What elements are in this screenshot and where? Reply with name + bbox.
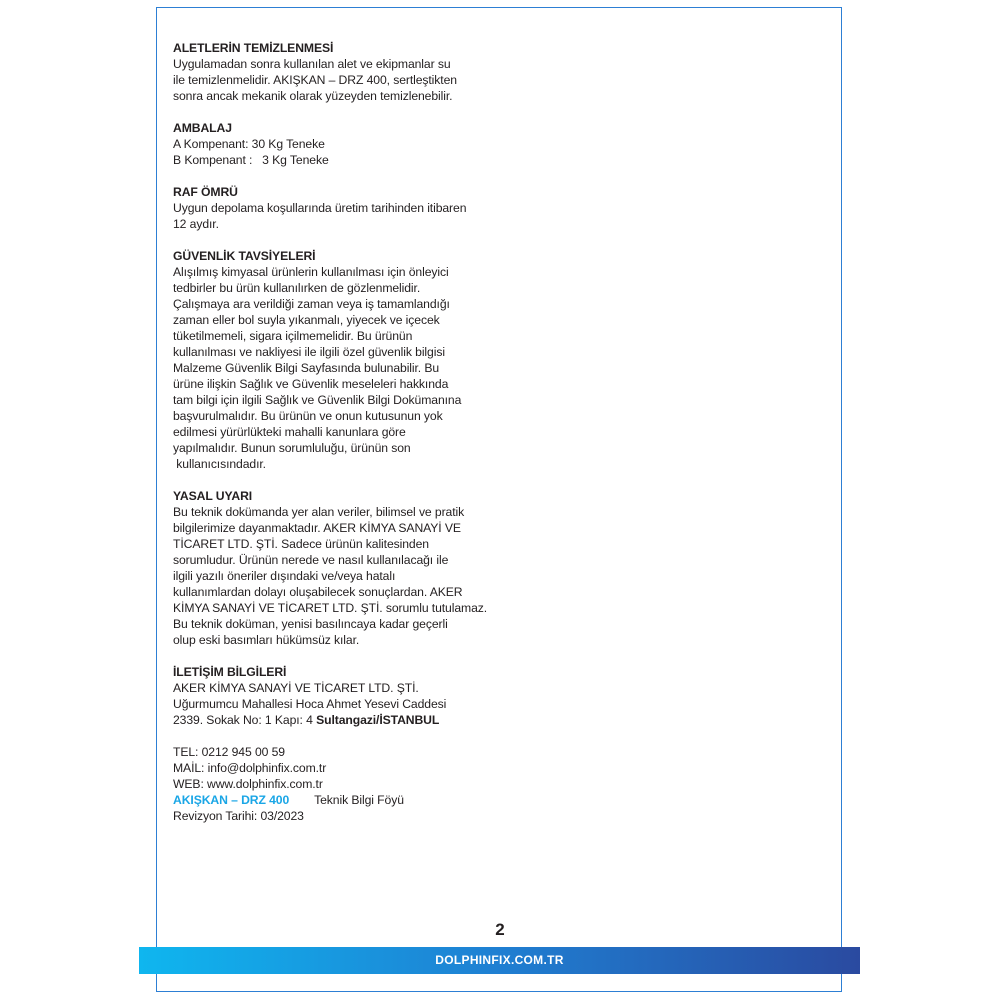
- section-contact: [173, 664, 503, 728]
- body-line: Bu teknik doküman, yenisi basılıncaya kadar geçerli: [173, 617, 448, 631]
- footer-band: [139, 947, 860, 974]
- contact-details: [173, 744, 503, 824]
- address-prefix: 2339. Sokak No: 1 Kapı: 4: [173, 713, 317, 727]
- website-address: WEB: www.dolphinfix.com.tr: [173, 777, 323, 791]
- section-heading: RAF ÖMRÜ: [173, 185, 238, 199]
- body-line: başvurulmalıdır. Bu ürünün ve onun kutusunun yok: [173, 409, 443, 423]
- body-line: ürüne ilişkin Sağlık ve Güvenlik meseleleri hakkında: [173, 377, 449, 391]
- body-line: tedbirler bu ürün kullanılırken de gözlenmelidir.: [173, 281, 421, 295]
- address-district: Sultangazi/: [316, 713, 380, 727]
- document-type: Teknik Bilgi Föyü: [314, 793, 404, 807]
- email-address: MAİL: info@dolphinfix.com.tr: [173, 761, 327, 775]
- section-tool-cleaning: [173, 40, 503, 104]
- body-line: edilmesi yürürlükteki mahalli kanunlara göre: [173, 425, 406, 439]
- section-packaging: [173, 120, 503, 168]
- document-body: [173, 40, 503, 840]
- section-legal-notice: [173, 488, 503, 648]
- section-heading: AMBALAJ: [173, 121, 232, 135]
- body-line: B Kompenant : 3 Kg Teneke: [173, 153, 329, 167]
- body-line: bilgilerimize dayanmaktadır. AKER KİMYA SANAYİ VE: [173, 521, 461, 535]
- body-line: tam bilgi için ilgili Sağlık ve Güvenlik Bilgi Dokümanına: [173, 393, 462, 407]
- body-line: Uygun depolama koşullarında üretim tarihinden itibaren: [173, 201, 467, 215]
- section-heading: YASAL UYARI: [173, 489, 253, 503]
- section-heading: GÜVENLİK TAVSİYELERİ: [173, 249, 316, 263]
- body-line: A Kompenant: 30 Kg Teneke: [173, 137, 325, 151]
- section-heading: ALETLERİN TEMİZLENMESİ: [173, 41, 334, 55]
- body-line: KİMYA SANAYİ VE TİCARET LTD. ŞTİ. sorumlu tutulamaz.: [173, 601, 488, 615]
- page-number: 2: [495, 920, 505, 939]
- body-line: kullanılması ve nakliyesi ile ilgili özel güvenlik bilgisi: [173, 345, 445, 359]
- body-line: Bu teknik dokümanda yer alan veriler, bilimsel ve pratik: [173, 505, 465, 519]
- section-shelf-life: [173, 184, 503, 232]
- company-name: AKER KİMYA SANAYİ VE TİCARET LTD. ŞTİ.: [173, 681, 419, 695]
- revision-date: Revizyon Tarihi: 03/2023: [173, 809, 304, 823]
- body-line: ile temizlenmelidir. AKIŞKAN – DRZ 400, sertleştikten: [173, 73, 457, 87]
- body-line: ilgili yazılı öneriler dışındaki ve/veya hatalı: [173, 569, 396, 583]
- body-line: olup eski basımları hükümsüz kılar.: [173, 633, 360, 647]
- body-line: zaman eller bol suyla yıkanmalı, yiyecek ve içecek: [173, 313, 440, 327]
- product-reference: [173, 792, 503, 808]
- body-line: 12 aydır.: [173, 217, 219, 231]
- section-safety: [173, 248, 503, 472]
- product-name: AKIŞKAN – DRZ 400: [173, 793, 290, 807]
- address-city: İSTANBUL: [379, 713, 440, 727]
- body-line: Çalışmaya ara verildiği zaman veya iş tamamlandığı: [173, 297, 450, 311]
- body-line: kullanımlardan dolayı oluşabilecek sonuçlardan. AKER: [173, 585, 463, 599]
- body-line: sonra ancak mekanik olarak yüzeyden temizlenebilir.: [173, 89, 453, 103]
- body-line: Malzeme Güvenlik Bilgi Sayfasında bulunabilir. Bu: [173, 361, 440, 375]
- body-line: Uygulamadan sonra kullanılan alet ve ekipmanlar su: [173, 57, 451, 71]
- phone-number: TEL: 0212 945 00 59: [173, 745, 285, 759]
- body-line: TİCARET LTD. ŞTİ. Sadece ürünün kalitesinden: [173, 537, 429, 551]
- footer-website-link[interactable]: DOLPHINFIX.COM.TR: [435, 953, 564, 967]
- body-line: sorumludur. Ürünün nerede ve nasıl kullanılacağı ile: [173, 553, 449, 567]
- body-line: kullanıcısındadır.: [173, 457, 266, 471]
- address-line: [173, 712, 503, 728]
- section-heading: İLETİŞİM BİLGİLERİ: [173, 665, 287, 679]
- body-line: tüketilmemeli, sigara içilmemelidir. Bu ürünün: [173, 329, 413, 343]
- street-address: Uğurmumcu Mahallesi Hoca Ahmet Yesevi Caddesi: [173, 697, 447, 711]
- body-line: yapılmalıdır. Bunun sorumluluğu, ürünün son: [173, 441, 411, 455]
- body-line: Alışılmış kimyasal ürünlerin kullanılması için önleyici: [173, 265, 449, 279]
